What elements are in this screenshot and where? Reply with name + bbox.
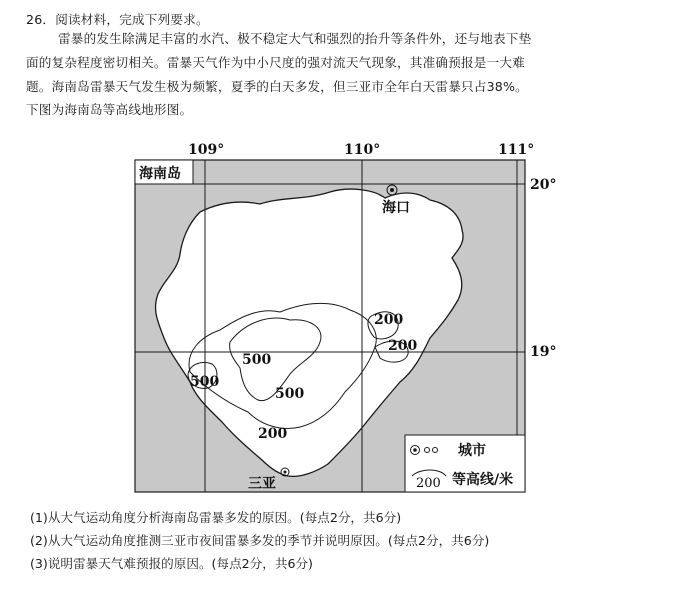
subquestion-2: (2)从大气运动角度推测三亚市夜间雷暴多发的季节并说明原因。(每点2分，共6分)	[30, 533, 490, 548]
lon-label-111: 111°	[498, 142, 535, 158]
hainan-contour-map	[130, 142, 560, 502]
haikou-label: 海口	[382, 200, 410, 216]
lat-label-20: 20°	[530, 177, 557, 193]
paragraph-line-3: 题。海南岛雷暴天气发生极为频繁，夏季的白天多发，但三亚市全年白天雷暴只占38%。	[26, 79, 528, 94]
lat-label-19: 19°	[530, 344, 557, 360]
contour-label-200-b: 200	[388, 338, 418, 354]
question-header: 26．阅读材料，完成下列要求。	[26, 12, 209, 27]
contour-label-500-a: 500	[242, 352, 272, 368]
contour-label-200-c: 200	[258, 426, 288, 442]
contour-label-500-c: 500	[275, 386, 305, 402]
contour-label-200-a: 200	[374, 312, 404, 328]
sanya-city-symbol-inner	[284, 471, 287, 474]
legend-contour-label: 等高线/米	[452, 472, 514, 488]
legend-contour-sample: 200	[416, 476, 441, 491]
contour-label-500-b: 500	[190, 374, 220, 390]
subquestion-1: (1)从大气运动角度分析海南岛雷暴多发的原因。(每点2分，共6分)	[30, 510, 402, 525]
paragraph-line-2: 面的复杂程度密切相关。雷暴天气作为中小尺度的强对流天气现象，其准确预报是一大难	[26, 55, 525, 70]
sanya-label: 三亚	[248, 476, 276, 492]
subquestion-3: (3)说明雷暴天气难预报的原因。(每点2分，共6分)	[30, 556, 313, 571]
paragraph-line-1: 雷暴的发生除满足丰富的水汽、极不稳定大气和强烈的抬升等条件外，还与地表下垫	[58, 31, 532, 46]
lon-label-110: 110°	[344, 142, 381, 158]
legend-city-icon-inner	[413, 448, 417, 452]
legend-city-label: 城市	[458, 443, 486, 459]
haikou-city-symbol-inner	[390, 188, 394, 192]
paragraph-line-4: 下图为海南岛等高线地形图。	[26, 102, 193, 117]
map-title: 海南岛	[139, 166, 181, 182]
lon-label-109: 109°	[188, 142, 225, 158]
